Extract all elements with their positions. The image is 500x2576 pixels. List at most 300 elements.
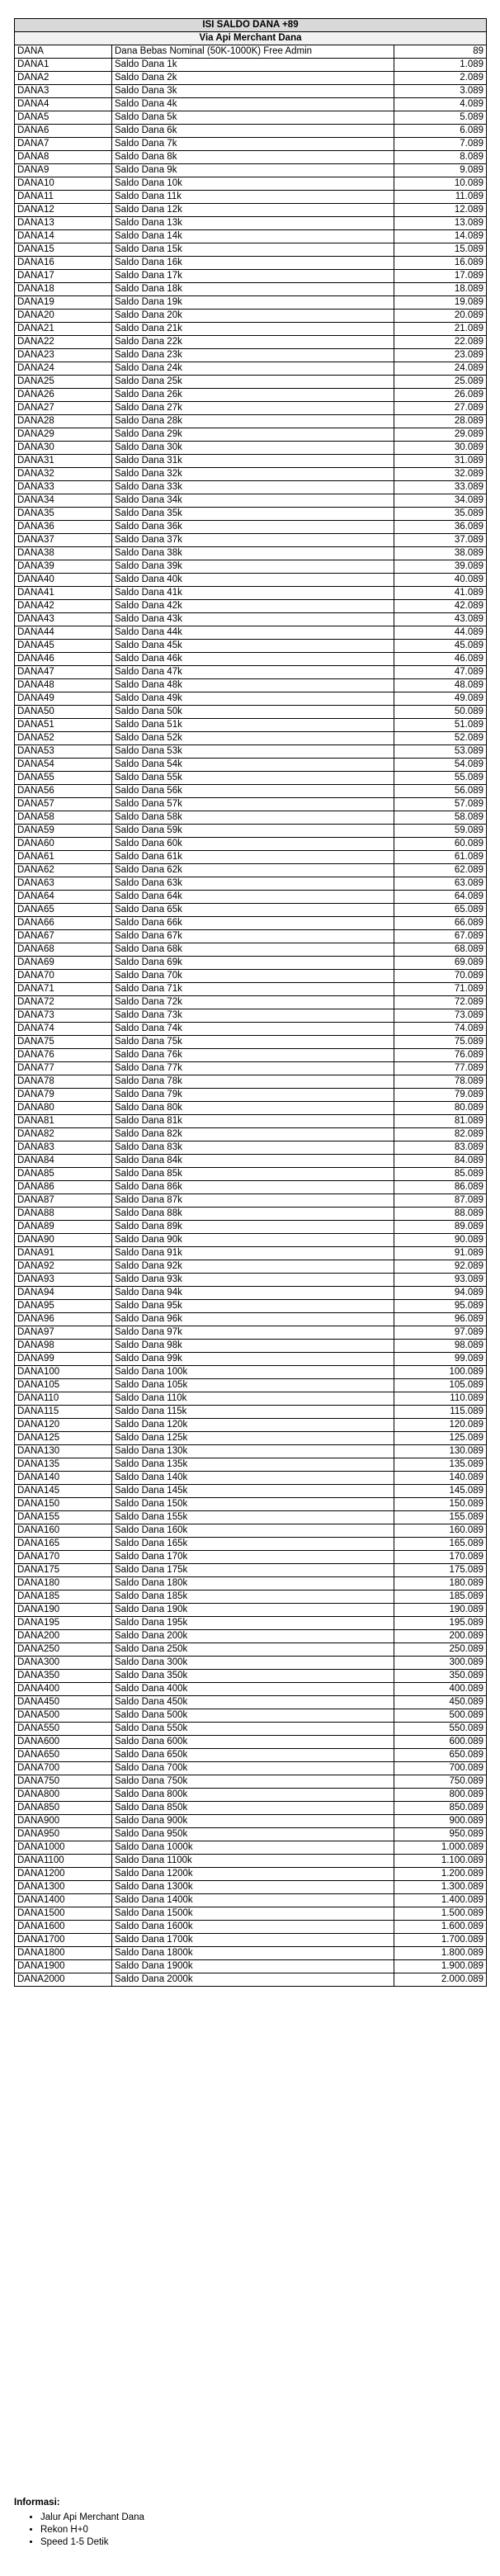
table-row (15, 626, 487, 640)
product-code-cell: DANA57 (15, 798, 112, 811)
price-cell: 15.089 (394, 243, 487, 257)
table-row (15, 692, 487, 706)
table-row (15, 1141, 487, 1155)
price-cell: 135.089 (394, 1458, 487, 1472)
product-code-cell: DANA10 (15, 177, 112, 191)
price-cell: 950.089 (394, 1828, 487, 1841)
product-name-cell: Saldo Dana 30k (112, 442, 394, 455)
product-name-cell: Saldo Dana 600k (112, 1736, 394, 1749)
product-code-cell: DANA75 (15, 1036, 112, 1049)
product-name-cell: Saldo Dana 99k (112, 1353, 394, 1366)
product-code-cell: DANA39 (15, 560, 112, 574)
price-cell: 73.089 (394, 1009, 487, 1023)
product-code-cell: DANA64 (15, 891, 112, 904)
product-code-cell: DANA1900 (15, 1960, 112, 1973)
table-row (15, 1458, 487, 1472)
product-name-cell: Saldo Dana 350k (112, 1670, 394, 1683)
product-name-cell: Saldo Dana 67k (112, 930, 394, 943)
table-row (15, 1591, 487, 1604)
product-code-cell: DANA45 (15, 640, 112, 653)
price-cell: 165.089 (394, 1538, 487, 1551)
product-code-cell: DANA30 (15, 442, 112, 455)
product-code-cell: DANA155 (15, 1511, 112, 1524)
product-code-cell: DANA250 (15, 1643, 112, 1657)
product-code-cell: DANA89 (15, 1221, 112, 1234)
product-name-cell: Saldo Dana 165k (112, 1538, 394, 1551)
price-cell: 10.089 (394, 177, 487, 191)
product-name-cell: Saldo Dana 20k (112, 310, 394, 323)
product-code-cell: DANA31 (15, 455, 112, 468)
product-name-cell: Saldo Dana 33k (112, 481, 394, 494)
product-code-cell: DANA22 (15, 336, 112, 349)
price-cell: 100.089 (394, 1366, 487, 1379)
table-row (15, 442, 487, 455)
table-row (15, 1260, 487, 1274)
price-cell: 85.089 (394, 1168, 487, 1181)
product-name-cell: Saldo Dana 2000k (112, 1973, 394, 1987)
product-name-cell: Saldo Dana 22k (112, 336, 394, 349)
table-row (15, 1313, 487, 1326)
product-code-cell: DANA1500 (15, 1907, 112, 1921)
table-row (15, 1841, 487, 1855)
price-cell: 27.089 (394, 402, 487, 415)
product-code-cell: DANA87 (15, 1194, 112, 1208)
product-name-cell: Saldo Dana 61k (112, 851, 394, 864)
product-code-cell: DANA99 (15, 1353, 112, 1366)
table-row (15, 230, 487, 243)
product-name-cell: Saldo Dana 18k (112, 283, 394, 296)
product-code-cell: DANA21 (15, 323, 112, 336)
product-code-cell: DANA67 (15, 930, 112, 943)
price-cell: 7.089 (394, 138, 487, 151)
product-name-cell: Saldo Dana 80k (112, 1102, 394, 1115)
price-list-sheet (14, 18, 486, 1987)
table-row (15, 1630, 487, 1643)
price-cell: 39.089 (394, 560, 487, 574)
product-code-cell: DANA24 (15, 362, 112, 376)
product-code-cell: DANA1400 (15, 1894, 112, 1907)
price-cell: 63.089 (394, 877, 487, 891)
product-code-cell: DANA1800 (15, 1947, 112, 1960)
product-name-cell: Saldo Dana 950k (112, 1828, 394, 1841)
table-row (15, 481, 487, 494)
price-cell: 51.089 (394, 719, 487, 732)
price-cell: 1.800.089 (394, 1947, 487, 1960)
price-cell: 46.089 (394, 653, 487, 666)
price-cell: 84.089 (394, 1155, 487, 1168)
price-cell: 22.089 (394, 336, 487, 349)
price-cell: 86.089 (394, 1181, 487, 1194)
product-code-cell: DANA43 (15, 613, 112, 626)
table-row (15, 1445, 487, 1458)
table-row (15, 1828, 487, 1841)
table-row (15, 574, 487, 587)
product-name-cell: Saldo Dana 58k (112, 811, 394, 825)
product-name-cell: Saldo Dana 26k (112, 389, 394, 402)
product-code-cell: DANA8 (15, 151, 112, 164)
product-name-cell: Saldo Dana 19k (112, 296, 394, 310)
product-code-cell: DANA800 (15, 1789, 112, 1802)
price-cell: 53.089 (394, 745, 487, 759)
product-code-cell: DANA38 (15, 547, 112, 560)
product-name-cell: Saldo Dana 48k (112, 679, 394, 692)
product-code-cell: DANA1600 (15, 1921, 112, 1934)
product-name-cell: Saldo Dana 70k (112, 970, 394, 983)
product-name-cell: Saldo Dana 47k (112, 666, 394, 679)
product-code-cell: DANA4 (15, 98, 112, 111)
product-code-cell: DANA37 (15, 534, 112, 547)
product-name-cell: Saldo Dana 160k (112, 1524, 394, 1538)
table-row (15, 785, 487, 798)
product-code-cell: DANA180 (15, 1577, 112, 1591)
product-code-cell: DANA100 (15, 1366, 112, 1379)
price-cell: 56.089 (394, 785, 487, 798)
product-code-cell: DANA165 (15, 1538, 112, 1551)
table-row (15, 613, 487, 626)
product-code-cell: DANA77 (15, 1062, 112, 1075)
product-code-cell: DANA73 (15, 1009, 112, 1023)
price-cell: 195.089 (394, 1617, 487, 1630)
product-code-cell: DANA62 (15, 864, 112, 877)
price-cell: 1.400.089 (394, 1894, 487, 1907)
product-name-cell: Saldo Dana 180k (112, 1577, 394, 1591)
table-row (15, 296, 487, 310)
product-code-cell: DANA2000 (15, 1973, 112, 1987)
price-cell: 1.900.089 (394, 1960, 487, 1973)
product-code-cell: DANA81 (15, 1115, 112, 1128)
price-cell: 45.089 (394, 640, 487, 653)
price-cell: 42.089 (394, 600, 487, 613)
price-cell: 40.089 (394, 574, 487, 587)
table-row (15, 1234, 487, 1247)
table-row (15, 1815, 487, 1828)
price-cell: 94.089 (394, 1287, 487, 1300)
table-row (15, 508, 487, 521)
table-row (15, 191, 487, 204)
price-cell: 99.089 (394, 1353, 487, 1366)
product-name-cell: Saldo Dana 170k (112, 1551, 394, 1564)
product-code-cell: DANA96 (15, 1313, 112, 1326)
table-row (15, 1524, 487, 1538)
table-row (15, 877, 487, 891)
product-name-cell: Saldo Dana 74k (112, 1023, 394, 1036)
product-code-cell: DANA27 (15, 402, 112, 415)
price-cell: 26.089 (394, 389, 487, 402)
price-cell: 16.089 (394, 257, 487, 270)
product-name-cell: Saldo Dana 1700k (112, 1934, 394, 1947)
table-row (15, 1062, 487, 1075)
price-cell: 11.089 (394, 191, 487, 204)
table-row (15, 1247, 487, 1260)
product-name-cell: Saldo Dana 77k (112, 1062, 394, 1075)
product-name-cell: Saldo Dana 65k (112, 904, 394, 917)
product-name-cell: Saldo Dana 135k (112, 1458, 394, 1472)
product-name-cell: Saldo Dana 140k (112, 1472, 394, 1485)
price-cell: 97.089 (394, 1326, 487, 1340)
product-code-cell: DANA51 (15, 719, 112, 732)
table-row (15, 1194, 487, 1208)
table-row (15, 164, 487, 177)
table-title-row (15, 19, 487, 32)
table-row (15, 1762, 487, 1775)
table-row (15, 1696, 487, 1709)
product-code-cell: DANA16 (15, 257, 112, 270)
price-cell: 3.089 (394, 85, 487, 98)
product-name-cell: Saldo Dana 145k (112, 1485, 394, 1498)
product-code-cell: DANA12 (15, 204, 112, 217)
product-name-cell: Saldo Dana 28k (112, 415, 394, 428)
product-code-cell: DANA76 (15, 1049, 112, 1062)
table-row (15, 798, 487, 811)
table-row (15, 204, 487, 217)
price-cell: 1.700.089 (394, 1934, 487, 1947)
table-row (15, 547, 487, 560)
product-code-cell: DANA41 (15, 587, 112, 600)
price-cell: 95.089 (394, 1300, 487, 1313)
price-cell: 29.089 (394, 428, 487, 442)
table-row (15, 666, 487, 679)
product-name-cell: Saldo Dana 105k (112, 1379, 394, 1392)
product-name-cell: Saldo Dana 55k (112, 772, 394, 785)
table-row (15, 1749, 487, 1762)
product-name-cell: Saldo Dana 75k (112, 1036, 394, 1049)
product-name-cell: Saldo Dana 450k (112, 1696, 394, 1709)
product-code-cell: DANA6 (15, 125, 112, 138)
product-name-cell: Saldo Dana 9k (112, 164, 394, 177)
price-cell: 12.089 (394, 204, 487, 217)
price-cell: 82.089 (394, 1128, 487, 1141)
price-cell: 2.000.089 (394, 1973, 487, 1987)
product-name-cell: Saldo Dana 35k (112, 508, 394, 521)
product-code-cell: DANA58 (15, 811, 112, 825)
price-cell: 33.089 (394, 481, 487, 494)
product-name-cell: Saldo Dana 40k (112, 574, 394, 587)
table-row (15, 1538, 487, 1551)
table-row (15, 428, 487, 442)
price-cell: 38.089 (394, 547, 487, 560)
product-code-cell: DANA92 (15, 1260, 112, 1274)
price-cell: 65.089 (394, 904, 487, 917)
price-cell: 24.089 (394, 362, 487, 376)
product-code-cell: DANA70 (15, 970, 112, 983)
table-row (15, 1723, 487, 1736)
product-code-cell: DANA1 (15, 59, 112, 72)
product-code-cell: DANA78 (15, 1075, 112, 1089)
price-cell: 74.089 (394, 1023, 487, 1036)
product-code-cell: DANA140 (15, 1472, 112, 1485)
table-row (15, 917, 487, 930)
price-cell: 18.089 (394, 283, 487, 296)
table-row (15, 1775, 487, 1789)
table-row (15, 1036, 487, 1049)
table-row (15, 930, 487, 943)
product-code-cell: DANA11 (15, 191, 112, 204)
product-name-cell: Saldo Dana 94k (112, 1287, 394, 1300)
product-name-cell: Saldo Dana 13k (112, 217, 394, 230)
product-name-cell: Saldo Dana 42k (112, 600, 394, 613)
product-name-cell: Saldo Dana 120k (112, 1419, 394, 1432)
product-name-cell: Saldo Dana 100k (112, 1366, 394, 1379)
product-code-cell: DANA26 (15, 389, 112, 402)
table-row (15, 283, 487, 296)
table-row (15, 1604, 487, 1617)
product-code-cell: DANA2 (15, 72, 112, 85)
table-row (15, 970, 487, 983)
product-name-cell: Saldo Dana 150k (112, 1498, 394, 1511)
product-name-cell: Saldo Dana 52k (112, 732, 394, 745)
price-cell: 850.089 (394, 1802, 487, 1815)
price-cell: 89 (394, 45, 487, 59)
table-row (15, 1894, 487, 1907)
product-code-cell: DANA200 (15, 1630, 112, 1643)
product-code-cell: DANA93 (15, 1274, 112, 1287)
price-cell: 800.089 (394, 1789, 487, 1802)
price-cell: 41.089 (394, 587, 487, 600)
table-row (15, 1023, 487, 1036)
table-row (15, 1498, 487, 1511)
product-code-cell: DANA68 (15, 943, 112, 957)
table-row (15, 349, 487, 362)
price-cell: 36.089 (394, 521, 487, 534)
price-cell: 750.089 (394, 1775, 487, 1789)
price-cell: 90.089 (394, 1234, 487, 1247)
product-name-cell: Saldo Dana 95k (112, 1300, 394, 1313)
table-row (15, 1802, 487, 1815)
product-code-cell: DANA170 (15, 1551, 112, 1564)
price-cell: 185.089 (394, 1591, 487, 1604)
price-cell: 75.089 (394, 1036, 487, 1049)
product-name-cell: Saldo Dana 91k (112, 1247, 394, 1260)
price-cell: 92.089 (394, 1260, 487, 1274)
product-code-cell: DANA3 (15, 85, 112, 98)
table-row (15, 1432, 487, 1445)
product-name-cell: Saldo Dana 14k (112, 230, 394, 243)
table-row (15, 825, 487, 838)
price-cell: 49.089 (394, 692, 487, 706)
table-row (15, 468, 487, 481)
price-cell: 71.089 (394, 983, 487, 996)
product-code-cell: DANA1000 (15, 1841, 112, 1855)
price-cell: 87.089 (394, 1194, 487, 1208)
table-row (15, 1973, 487, 1987)
product-code-cell: DANA135 (15, 1458, 112, 1472)
price-cell: 550.089 (394, 1723, 487, 1736)
table-row (15, 1868, 487, 1881)
product-code-cell: DANA500 (15, 1709, 112, 1723)
table-row (15, 1300, 487, 1313)
product-name-cell: Saldo Dana 60k (112, 838, 394, 851)
product-code-cell: DANA61 (15, 851, 112, 864)
price-cell: 200.089 (394, 1630, 487, 1643)
table-row (15, 759, 487, 772)
product-code-cell: DANA42 (15, 600, 112, 613)
price-cell: 43.089 (394, 613, 487, 626)
product-name-cell: Saldo Dana 850k (112, 1802, 394, 1815)
product-name-cell: Saldo Dana 24k (112, 362, 394, 376)
product-name-cell: Saldo Dana 39k (112, 560, 394, 574)
price-cell: 25.089 (394, 376, 487, 389)
table-row (15, 1221, 487, 1234)
product-code-cell: DANA90 (15, 1234, 112, 1247)
product-name-cell: Saldo Dana 62k (112, 864, 394, 877)
product-name-cell: Saldo Dana 84k (112, 1155, 394, 1168)
product-code-cell: DANA190 (15, 1604, 112, 1617)
product-name-cell: Saldo Dana 300k (112, 1657, 394, 1670)
product-code-cell: DANA85 (15, 1168, 112, 1181)
product-code-cell: DANA79 (15, 1089, 112, 1102)
product-code-cell: DANA60 (15, 838, 112, 851)
product-name-cell: Saldo Dana 66k (112, 917, 394, 930)
product-code-cell: DANA46 (15, 653, 112, 666)
price-cell: 1.200.089 (394, 1868, 487, 1881)
product-name-cell: Saldo Dana 12k (112, 204, 394, 217)
info-item: • Rekon H+0 (40, 2524, 486, 2536)
table-row (15, 243, 487, 257)
product-code-cell: DANA850 (15, 1802, 112, 1815)
price-cell: 67.089 (394, 930, 487, 943)
product-name-cell: Saldo Dana 6k (112, 125, 394, 138)
product-code-cell: DANA115 (15, 1406, 112, 1419)
price-cell: 32.089 (394, 468, 487, 481)
price-cell: 48.089 (394, 679, 487, 692)
price-cell: 105.089 (394, 1379, 487, 1392)
product-name-cell: Saldo Dana 31k (112, 455, 394, 468)
product-name-cell: Saldo Dana 1500k (112, 1907, 394, 1921)
price-cell: 21.089 (394, 323, 487, 336)
product-code-cell: DANA59 (15, 825, 112, 838)
table-row (15, 125, 487, 138)
price-cell: 13.089 (394, 217, 487, 230)
table-row (15, 138, 487, 151)
product-name-cell: Saldo Dana 125k (112, 1432, 394, 1445)
product-code-cell: DANA7 (15, 138, 112, 151)
price-cell: 700.089 (394, 1762, 487, 1775)
product-name-cell: Saldo Dana 1800k (112, 1947, 394, 1960)
product-code-cell: DANA88 (15, 1208, 112, 1221)
table-row (15, 587, 487, 600)
table-row (15, 560, 487, 574)
table-row (15, 1366, 487, 1379)
price-cell: 500.089 (394, 1709, 487, 1723)
table-row (15, 177, 487, 191)
table-row (15, 521, 487, 534)
product-name-cell: Saldo Dana 98k (112, 1340, 394, 1353)
info-title: Informasi: (14, 2498, 60, 2507)
table-row (15, 1128, 487, 1141)
price-cell: 5.089 (394, 111, 487, 125)
price-cell: 59.089 (394, 825, 487, 838)
product-name-cell: Saldo Dana 750k (112, 1775, 394, 1789)
product-name-cell: Saldo Dana 79k (112, 1089, 394, 1102)
product-code-cell: DANA54 (15, 759, 112, 772)
price-cell: 93.089 (394, 1274, 487, 1287)
product-code-cell: DANA300 (15, 1657, 112, 1670)
table-row (15, 851, 487, 864)
price-cell: 145.089 (394, 1485, 487, 1498)
product-name-cell: Saldo Dana 69k (112, 957, 394, 970)
price-cell: 57.089 (394, 798, 487, 811)
product-name-cell: Saldo Dana 200k (112, 1630, 394, 1643)
table-row (15, 45, 487, 59)
table-row (15, 1789, 487, 1802)
product-code-cell: DANA19 (15, 296, 112, 310)
product-code-cell: DANA36 (15, 521, 112, 534)
product-name-cell: Saldo Dana 89k (112, 1221, 394, 1234)
table-row (15, 1643, 487, 1657)
price-cell: 250.089 (394, 1643, 487, 1657)
table-row (15, 600, 487, 613)
table-row (15, 732, 487, 745)
